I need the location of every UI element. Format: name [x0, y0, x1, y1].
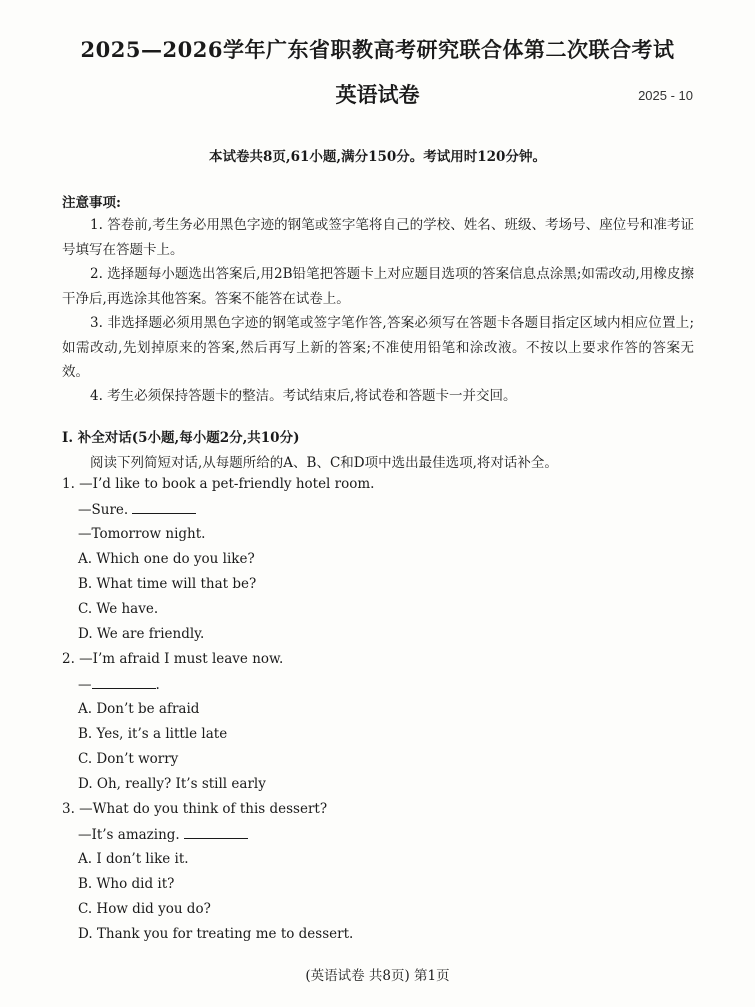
question-stem: 1. —I’d like to book a pet-friendly hotel room. [62, 476, 375, 492]
exam-date: 2025 - 10 [638, 88, 693, 103]
dialogue-text: — [78, 677, 92, 693]
page-footer: (英语试卷 共8页) 第1页 [305, 968, 450, 984]
answer-blank [184, 826, 248, 839]
answer-option: C. We have. [78, 601, 159, 617]
dialogue-line: —Tomorrow night. [78, 526, 206, 542]
dialogue-text: —It’s amazing. [78, 827, 185, 843]
notice-item: 4. 考生必须保持答题卡的整洁。考试结束后,将试卷和答题卡一并交回。 [90, 388, 517, 404]
notice-item: 2. 选择题每小题选出答案后,用2B铅笔把答题卡上对应题目选项的答案信息点涂黑;如需改动,用橡皮擦干净后,再选涂其他答案。答案不能答在试卷上。 [62, 266, 694, 307]
exam-title: 2025—2026学年广东省职教高考研究联合体第二次联合考试 [80, 37, 675, 62]
answer-option: A. Don’t be afraid [78, 701, 200, 717]
section-heading: Ⅰ. 补全对话(5小题,每小题2分,共10分) [62, 430, 300, 446]
dialogue-line [78, 501, 196, 518]
question-stem: 3. —What do you think of this dessert? [62, 801, 328, 817]
notice-heading: 注意事项: [62, 195, 121, 211]
section-instructions: 阅读下列简短对话,从每题所给的A、B、C和D项中选出最佳选项,将对话补全。 [90, 455, 558, 471]
answer-option: D. Oh, really? It’s still early [78, 776, 266, 792]
notice-item: 1. 答卷前,考生务必用黑色字迹的钢笔或签字笔将自己的学校、姓名、班级、考场号、座位号和准考证号填写在答题卡上。 [62, 217, 694, 258]
answer-option: D. We are friendly. [78, 626, 205, 642]
dialogue-text: —Sure. [78, 502, 133, 518]
answer-option: B. Who did it? [78, 876, 175, 892]
answer-blank [132, 501, 196, 514]
question-stem: 2. —I’m afraid I must leave now. [62, 651, 284, 667]
dialogue-line [78, 676, 160, 693]
answer-option: C. Don’t worry [78, 751, 179, 767]
answer-option: B. What time will that be? [78, 576, 257, 592]
answer-option: B. Yes, it’s a little late [78, 726, 228, 742]
exam-info: 本试卷共8页,61小题,满分150分。考试用时120分钟。 [209, 149, 546, 165]
answer-option: A. Which one do you like? [78, 551, 255, 567]
exam-subject: 英语试卷 [335, 82, 420, 107]
answer-option: A. I don’t like it. [78, 851, 189, 867]
dialogue-line [78, 826, 248, 843]
notice-item: 3. 非选择题必须用黑色字迹的钢笔或签字笔作答,答案必须写在答题卡各题目指定区域内相应位置上;如需改动,先划掉原来的答案,然后再写上新的答案;不准使用铅笔和涂改液。不按以上要求作答的答案无效。 [62, 315, 694, 380]
dialogue-text: . [155, 677, 160, 693]
answer-blank [92, 676, 156, 689]
answer-option: C. How did you do? [78, 901, 211, 917]
answer-option: D. Thank you for treating me to dessert. [78, 926, 354, 942]
